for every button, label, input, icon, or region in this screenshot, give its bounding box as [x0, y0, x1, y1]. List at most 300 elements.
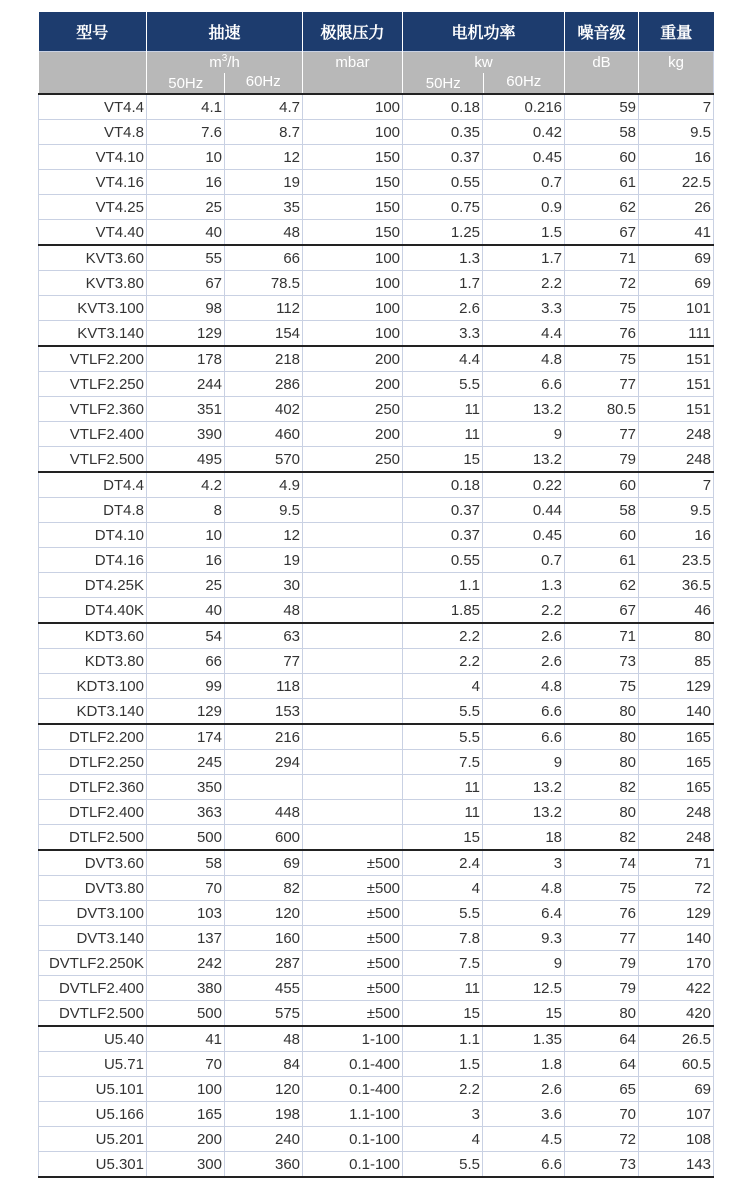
cell-speed-60hz: 35 — [225, 195, 303, 220]
cell-speed-50hz: 58 — [147, 850, 225, 876]
cell-noise-level: 74 — [565, 850, 639, 876]
cell-model: VT4.8 — [39, 120, 147, 145]
table-row — [39, 1127, 714, 1152]
cell-speed-60hz: 154 — [225, 321, 303, 347]
cell-ultimate-pressure — [303, 498, 403, 523]
cell-speed-60hz: 12 — [225, 145, 303, 170]
cell-power-60hz: 2.6 — [483, 649, 565, 674]
cell-power-50hz: 0.37 — [403, 145, 483, 170]
speed-unit: $m^3/h$ — [209, 53, 240, 71]
cell-weight: 9.5 — [639, 120, 714, 145]
cell-speed-50hz: 8 — [147, 498, 225, 523]
cell-ultimate-pressure — [303, 775, 403, 800]
cell-speed-50hz: 178 — [147, 346, 225, 372]
cell-speed-50hz: 41 — [147, 1026, 225, 1052]
table-row — [39, 1152, 714, 1178]
table-row — [39, 951, 714, 976]
cell-speed-60hz: 19 — [225, 548, 303, 573]
cell-noise-level: 72 — [565, 1127, 639, 1152]
cell-power-50hz: 5.5 — [403, 699, 483, 725]
cell-speed-60hz: 4.9 — [225, 472, 303, 498]
table-row — [39, 245, 714, 271]
cell-power-60hz: 9 — [483, 951, 565, 976]
cell-speed-50hz: 137 — [147, 926, 225, 951]
cell-ultimate-pressure — [303, 649, 403, 674]
cell-ultimate-pressure: ±500 — [303, 876, 403, 901]
cell-ultimate-pressure — [303, 573, 403, 598]
cell-power-50hz: 0.37 — [403, 523, 483, 548]
cell-model: DTLF2.400 — [39, 800, 147, 825]
cell-speed-50hz: 16 — [147, 548, 225, 573]
cell-speed-50hz: 25 — [147, 573, 225, 598]
cell-weight: 22.5 — [639, 170, 714, 195]
cell-model: VTLF2.200 — [39, 346, 147, 372]
table-row — [39, 850, 714, 876]
table-row — [39, 1077, 714, 1102]
cell-speed-60hz: 8.7 — [225, 120, 303, 145]
cell-ultimate-pressure: 0.1-400 — [303, 1077, 403, 1102]
cell-noise-level: 67 — [565, 598, 639, 624]
cell-weight: 151 — [639, 346, 714, 372]
table-row — [39, 472, 714, 498]
pump-spec-table — [38, 12, 714, 1178]
cell-power-50hz: 11 — [403, 800, 483, 825]
cell-weight: 26.5 — [639, 1026, 714, 1052]
header-motor-power: 电机功率 — [403, 12, 565, 52]
cell-power-60hz: 1.8 — [483, 1052, 565, 1077]
cell-speed-50hz: 500 — [147, 825, 225, 851]
table-row — [39, 724, 714, 750]
table-row — [39, 120, 714, 145]
cell-speed-60hz: 153 — [225, 699, 303, 725]
cell-model: DVTLF2.500 — [39, 1001, 147, 1027]
cell-model: DVTLF2.250K — [39, 951, 147, 976]
cell-ultimate-pressure: 100 — [303, 296, 403, 321]
cell-power-60hz: 6.6 — [483, 724, 565, 750]
speed-60hz-label: 60Hz — [224, 73, 303, 93]
cell-weight: 16 — [639, 145, 714, 170]
cell-speed-60hz: 82 — [225, 876, 303, 901]
cell-speed-60hz: 448 — [225, 800, 303, 825]
cell-model: DT4.8 — [39, 498, 147, 523]
cell-weight: 26 — [639, 195, 714, 220]
table-row — [39, 800, 714, 825]
table-row — [39, 598, 714, 624]
cell-speed-50hz: 363 — [147, 800, 225, 825]
cell-speed-50hz: 67 — [147, 271, 225, 296]
cell-noise-level: 71 — [565, 623, 639, 649]
cell-model: DVT3.140 — [39, 926, 147, 951]
cell-ultimate-pressure: 200 — [303, 422, 403, 447]
cell-model: KVT3.60 — [39, 245, 147, 271]
cell-noise-level: 79 — [565, 976, 639, 1001]
header-pumping-speed: 抽速 — [147, 12, 303, 52]
cell-power-60hz: 4.8 — [483, 876, 565, 901]
cell-speed-60hz: 4.7 — [225, 94, 303, 120]
cell-weight: 248 — [639, 422, 714, 447]
cell-model: KDT3.140 — [39, 699, 147, 725]
cell-ultimate-pressure: 200 — [303, 346, 403, 372]
cell-weight: 108 — [639, 1127, 714, 1152]
cell-power-50hz: 1.25 — [403, 220, 483, 246]
cell-power-50hz: 11 — [403, 976, 483, 1001]
cell-speed-60hz: 460 — [225, 422, 303, 447]
cell-weight: 129 — [639, 901, 714, 926]
cell-speed-50hz: 200 — [147, 1127, 225, 1152]
cell-noise-level: 71 — [565, 245, 639, 271]
cell-power-50hz: 11 — [403, 422, 483, 447]
cell-power-60hz: 0.216 — [483, 94, 565, 120]
cell-noise-level: 61 — [565, 170, 639, 195]
cell-noise-level: 64 — [565, 1026, 639, 1052]
cell-weight: 16 — [639, 523, 714, 548]
cell-ultimate-pressure — [303, 825, 403, 851]
cell-model: DVT3.60 — [39, 850, 147, 876]
cell-ultimate-pressure: ±500 — [303, 926, 403, 951]
cell-ultimate-pressure: 1-100 — [303, 1026, 403, 1052]
cell-speed-60hz: 63 — [225, 623, 303, 649]
cell-ultimate-pressure: 0.1-100 — [303, 1127, 403, 1152]
table-row — [39, 1001, 714, 1027]
cell-power-60hz: 1.35 — [483, 1026, 565, 1052]
cell-model: DVT3.100 — [39, 901, 147, 926]
cell-weight: 165 — [639, 724, 714, 750]
cell-power-50hz: 5.5 — [403, 1152, 483, 1178]
cell-power-60hz: 4.5 — [483, 1127, 565, 1152]
table-row — [39, 422, 714, 447]
cell-model: DTLF2.200 — [39, 724, 147, 750]
cell-noise-level: 80 — [565, 724, 639, 750]
header-row — [39, 12, 714, 52]
cell-speed-60hz: 198 — [225, 1102, 303, 1127]
cell-weight: 143 — [639, 1152, 714, 1178]
units-row — [39, 52, 714, 95]
cell-speed-50hz: 350 — [147, 775, 225, 800]
cell-speed-50hz: 495 — [147, 447, 225, 473]
cell-power-60hz: 0.45 — [483, 523, 565, 548]
cell-ultimate-pressure: 150 — [303, 220, 403, 246]
cell-speed-60hz: 455 — [225, 976, 303, 1001]
cell-model: DTLF2.250 — [39, 750, 147, 775]
cell-weight: 165 — [639, 775, 714, 800]
table-row — [39, 170, 714, 195]
cell-power-60hz: 0.7 — [483, 170, 565, 195]
cell-model: KDT3.80 — [39, 649, 147, 674]
cell-power-50hz: 0.35 — [403, 120, 483, 145]
cell-power-50hz: 4.4 — [403, 346, 483, 372]
cell-speed-60hz: 78.5 — [225, 271, 303, 296]
cell-ultimate-pressure: 200 — [303, 372, 403, 397]
cell-ultimate-pressure: ±500 — [303, 951, 403, 976]
cell-power-60hz: 13.2 — [483, 397, 565, 422]
cell-model: VT4.10 — [39, 145, 147, 170]
cell-power-60hz: 0.22 — [483, 472, 565, 498]
cell-model: U5.301 — [39, 1152, 147, 1178]
cell-speed-60hz: 240 — [225, 1127, 303, 1152]
cell-power-50hz: 0.75 — [403, 195, 483, 220]
cell-weight: 9.5 — [639, 498, 714, 523]
table-row — [39, 372, 714, 397]
cell-ultimate-pressure — [303, 472, 403, 498]
cell-noise-level: 65 — [565, 1077, 639, 1102]
cell-power-50hz: 1.85 — [403, 598, 483, 624]
cell-ultimate-pressure — [303, 598, 403, 624]
cell-power-50hz: 2.2 — [403, 1077, 483, 1102]
cell-noise-level: 76 — [565, 321, 639, 347]
cell-power-60hz: 3.3 — [483, 296, 565, 321]
cell-weight: 69 — [639, 245, 714, 271]
units-speed-cell — [147, 52, 303, 95]
cell-speed-60hz: 360 — [225, 1152, 303, 1178]
cell-model: VT4.16 — [39, 170, 147, 195]
cell-weight: 72 — [639, 876, 714, 901]
cell-weight: 36.5 — [639, 573, 714, 598]
cell-power-60hz: 4.4 — [483, 321, 565, 347]
cell-model: U5.166 — [39, 1102, 147, 1127]
noise-unit: dB — [565, 52, 639, 95]
power-50hz-label: 50Hz — [425, 75, 461, 92]
table-row — [39, 573, 714, 598]
table-row — [39, 1052, 714, 1077]
cell-speed-60hz: 120 — [225, 1077, 303, 1102]
table-row — [39, 498, 714, 523]
cell-model: U5.101 — [39, 1077, 147, 1102]
cell-model: VT4.40 — [39, 220, 147, 246]
cell-power-60hz: 0.42 — [483, 120, 565, 145]
cell-speed-50hz: 242 — [147, 951, 225, 976]
cell-noise-level: 73 — [565, 1152, 639, 1178]
cell-power-50hz: 3.3 — [403, 321, 483, 347]
cell-weight: 420 — [639, 1001, 714, 1027]
units-model-cell — [39, 52, 147, 95]
cell-ultimate-pressure — [303, 548, 403, 573]
cell-power-60hz: 1.5 — [483, 220, 565, 246]
cell-ultimate-pressure: 250 — [303, 447, 403, 473]
cell-speed-50hz: 16 — [147, 170, 225, 195]
cell-weight: 7 — [639, 472, 714, 498]
weight-unit: kg — [639, 52, 714, 95]
table-row — [39, 623, 714, 649]
table-row — [39, 145, 714, 170]
cell-model: DTLF2.360 — [39, 775, 147, 800]
cell-speed-60hz: 48 — [225, 220, 303, 246]
cell-noise-level: 80 — [565, 1001, 639, 1027]
cell-speed-50hz: 380 — [147, 976, 225, 1001]
cell-speed-50hz: 70 — [147, 876, 225, 901]
cell-power-50hz: 4 — [403, 674, 483, 699]
cell-speed-50hz: 25 — [147, 195, 225, 220]
cell-speed-50hz: 500 — [147, 1001, 225, 1027]
cell-model: DVT3.80 — [39, 876, 147, 901]
table-row — [39, 649, 714, 674]
cell-noise-level: 80.5 — [565, 397, 639, 422]
cell-weight: 248 — [639, 447, 714, 473]
cell-power-60hz: 0.44 — [483, 498, 565, 523]
cell-noise-level: 75 — [565, 346, 639, 372]
cell-noise-level: 58 — [565, 498, 639, 523]
cell-power-50hz: 0.18 — [403, 472, 483, 498]
cell-ultimate-pressure: ±500 — [303, 901, 403, 926]
cell-model: U5.201 — [39, 1127, 147, 1152]
cell-ultimate-pressure: 250 — [303, 397, 403, 422]
cell-noise-level: 67 — [565, 220, 639, 246]
cell-power-60hz: 3.6 — [483, 1102, 565, 1127]
cell-power-50hz: 1.3 — [403, 245, 483, 271]
table-row — [39, 195, 714, 220]
cell-power-60hz: 2.6 — [483, 1077, 565, 1102]
cell-noise-level: 80 — [565, 750, 639, 775]
cell-weight: 23.5 — [639, 548, 714, 573]
table-row — [39, 1026, 714, 1052]
cell-power-60hz: 2.2 — [483, 271, 565, 296]
cell-weight: 140 — [639, 699, 714, 725]
cell-weight: 80 — [639, 623, 714, 649]
cell-speed-60hz: 287 — [225, 951, 303, 976]
cell-ultimate-pressure: 150 — [303, 145, 403, 170]
speed-50hz-label: 50Hz — [168, 75, 204, 92]
cell-speed-60hz: 9.5 — [225, 498, 303, 523]
cell-noise-level: 60 — [565, 145, 639, 170]
cell-noise-level: 80 — [565, 699, 639, 725]
cell-noise-level: 77 — [565, 372, 639, 397]
cell-noise-level: 75 — [565, 296, 639, 321]
cell-ultimate-pressure: 100 — [303, 94, 403, 120]
cell-speed-50hz: 10 — [147, 145, 225, 170]
cell-ultimate-pressure — [303, 724, 403, 750]
cell-speed-50hz: 174 — [147, 724, 225, 750]
cell-model: KDT3.100 — [39, 674, 147, 699]
cell-model: DT4.25K — [39, 573, 147, 598]
cell-power-50hz: 0.55 — [403, 548, 483, 573]
cell-speed-50hz: 4.2 — [147, 472, 225, 498]
table-row — [39, 674, 714, 699]
cell-ultimate-pressure: 150 — [303, 195, 403, 220]
cell-ultimate-pressure: 1.1-100 — [303, 1102, 403, 1127]
cell-power-50hz: 0.18 — [403, 94, 483, 120]
cell-weight: 248 — [639, 825, 714, 851]
cell-ultimate-pressure — [303, 674, 403, 699]
cell-ultimate-pressure — [303, 750, 403, 775]
cell-ultimate-pressure — [303, 523, 403, 548]
cell-speed-60hz: 575 — [225, 1001, 303, 1027]
cell-power-50hz: 5.5 — [403, 901, 483, 926]
header-model: 型号 — [39, 12, 147, 52]
table-row — [39, 548, 714, 573]
cell-model: KVT3.100 — [39, 296, 147, 321]
cell-ultimate-pressure: 100 — [303, 120, 403, 145]
cell-noise-level: 75 — [565, 674, 639, 699]
table-row — [39, 1102, 714, 1127]
cell-speed-50hz: 7.6 — [147, 120, 225, 145]
table-row — [39, 321, 714, 347]
cell-speed-60hz: 19 — [225, 170, 303, 195]
header-weight: 重量 — [639, 12, 714, 52]
cell-model: DT4.10 — [39, 523, 147, 548]
cell-power-50hz: 4 — [403, 1127, 483, 1152]
cell-noise-level: 59 — [565, 94, 639, 120]
table-row — [39, 397, 714, 422]
cell-speed-50hz: 244 — [147, 372, 225, 397]
table-row — [39, 296, 714, 321]
cell-ultimate-pressure: 100 — [303, 271, 403, 296]
cell-speed-60hz: 48 — [225, 1026, 303, 1052]
cell-power-50hz: 2.2 — [403, 649, 483, 674]
units-power-cell — [403, 52, 565, 95]
cell-power-60hz: 13.2 — [483, 775, 565, 800]
cell-weight: 101 — [639, 296, 714, 321]
header-ultimate-pressure: 极限压力 — [303, 12, 403, 52]
cell-noise-level: 79 — [565, 951, 639, 976]
cell-speed-50hz: 245 — [147, 750, 225, 775]
cell-power-60hz: 9 — [483, 422, 565, 447]
cell-weight: 7 — [639, 94, 714, 120]
cell-weight: 165 — [639, 750, 714, 775]
cell-power-50hz: 11 — [403, 397, 483, 422]
cell-speed-60hz: 218 — [225, 346, 303, 372]
cell-weight: 111 — [639, 321, 714, 347]
cell-noise-level: 61 — [565, 548, 639, 573]
cell-noise-level: 64 — [565, 1052, 639, 1077]
cell-model: VT4.4 — [39, 94, 147, 120]
cell-power-50hz: 7.5 — [403, 750, 483, 775]
cell-model: VTLF2.250 — [39, 372, 147, 397]
cell-noise-level: 82 — [565, 825, 639, 851]
cell-speed-50hz: 300 — [147, 1152, 225, 1178]
power-unit: kw — [474, 54, 493, 71]
cell-model: DT4.4 — [39, 472, 147, 498]
cell-power-60hz: 4.8 — [483, 346, 565, 372]
cell-speed-50hz: 129 — [147, 321, 225, 347]
cell-speed-60hz: 294 — [225, 750, 303, 775]
cell-weight: 129 — [639, 674, 714, 699]
cell-noise-level: 76 — [565, 901, 639, 926]
cell-speed-60hz: 12 — [225, 523, 303, 548]
table-row — [39, 901, 714, 926]
cell-weight: 71 — [639, 850, 714, 876]
cell-noise-level: 77 — [565, 422, 639, 447]
cell-noise-level: 75 — [565, 876, 639, 901]
cell-power-60hz: 13.2 — [483, 800, 565, 825]
cell-power-60hz: 6.6 — [483, 1152, 565, 1178]
cell-speed-50hz: 40 — [147, 220, 225, 246]
pressure-unit: mbar — [303, 52, 403, 95]
cell-power-50hz: 1.1 — [403, 1026, 483, 1052]
cell-weight: 41 — [639, 220, 714, 246]
table-row — [39, 220, 714, 246]
cell-weight: 248 — [639, 800, 714, 825]
cell-weight: 69 — [639, 271, 714, 296]
cell-model: VTLF2.400 — [39, 422, 147, 447]
cell-speed-60hz: 120 — [225, 901, 303, 926]
cell-weight: 140 — [639, 926, 714, 951]
cell-power-50hz: 0.37 — [403, 498, 483, 523]
cell-power-50hz: 1.1 — [403, 573, 483, 598]
cell-model: DVTLF2.400 — [39, 976, 147, 1001]
cell-power-50hz: 1.5 — [403, 1052, 483, 1077]
cell-speed-50hz: 351 — [147, 397, 225, 422]
cell-model: VTLF2.500 — [39, 447, 147, 473]
cell-model: DT4.16 — [39, 548, 147, 573]
cell-power-60hz: 9 — [483, 750, 565, 775]
cell-weight: 69 — [639, 1077, 714, 1102]
cell-speed-60hz: 77 — [225, 649, 303, 674]
cell-noise-level: 73 — [565, 649, 639, 674]
cell-power-60hz: 1.3 — [483, 573, 565, 598]
cell-ultimate-pressure — [303, 623, 403, 649]
cell-speed-60hz: 402 — [225, 397, 303, 422]
table-row — [39, 447, 714, 473]
cell-ultimate-pressure: 100 — [303, 245, 403, 271]
